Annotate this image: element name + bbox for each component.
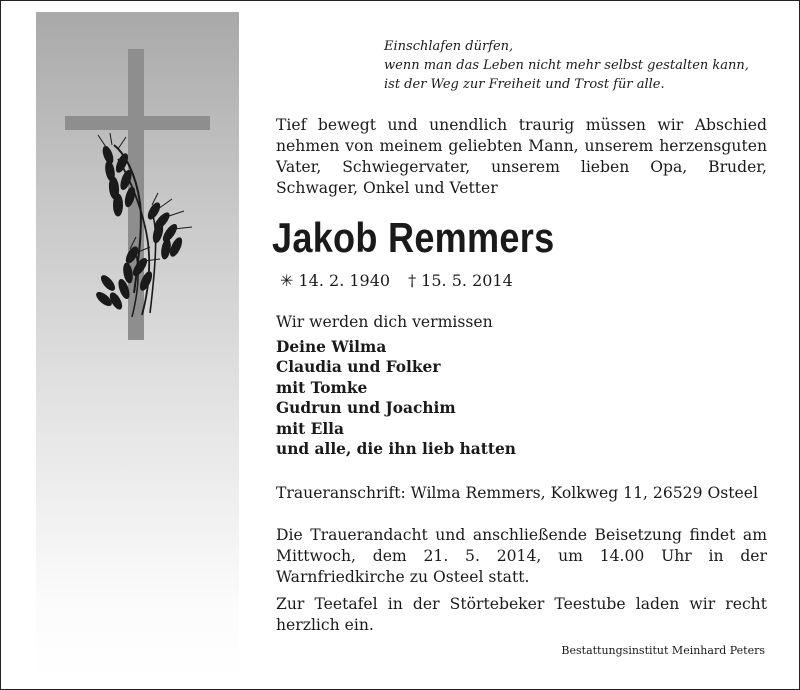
family-member: Claudia und Folker <box>276 358 441 377</box>
family-member: mit Ella <box>276 419 344 438</box>
miss-text: Wir werden dich vermissen <box>276 313 493 331</box>
wheat-ears-icon <box>96 133 196 319</box>
motto-line: Einschlafen dürfen, <box>384 39 514 54</box>
family-member: Deine Wilma <box>276 338 387 356</box>
birth-date: ✳ 14. 2. 1940 <box>280 271 391 290</box>
death-date: † 15. 5. 2014 <box>408 271 513 290</box>
cross-beam <box>65 116 210 130</box>
intro-text: Tief bewegt und unendlich traurig müssen wir Abschied nehmen von meinem geliebten Mann, unserem herzensguten Vater, Schwiegervater, unserem lieben Opa, Bruder, Schwager, Onkel und Vetter <box>276 116 767 197</box>
service-info: Die Trauerandacht und anschließende Beisetzung findet am Mittwoch, dem 21. 5. 2014, um 14.00 Uhr in der Warnfriedkirche zu Osteel statt. <box>276 526 767 586</box>
funeral-home: Bestattungsinstitut Meinhard Peters <box>561 644 765 657</box>
mourning-address: Traueranschrift: Wilma Remmers, Kolkweg 11, 26529 Osteel <box>276 484 758 502</box>
motto-line: wenn man das Leben nicht mehr selbst gestalten kann, <box>384 58 749 73</box>
tea-invitation: Zur Teetafel in der Störtebeker Teestube laden wir recht herzlich ein. <box>276 595 767 634</box>
motto-quote <box>384 37 784 94</box>
family-member: Gudrun und Joachim <box>276 399 456 418</box>
deceased-name: Jakob Remmers <box>272 214 555 261</box>
family-member: mit Tomke <box>276 378 368 397</box>
motto-line: ist der Weg zur Freiheit und Trost für alle. <box>384 77 665 92</box>
family-member: und alle, die ihn lieb hatten <box>276 440 516 459</box>
life-dates <box>280 270 513 292</box>
family-list <box>276 337 516 459</box>
